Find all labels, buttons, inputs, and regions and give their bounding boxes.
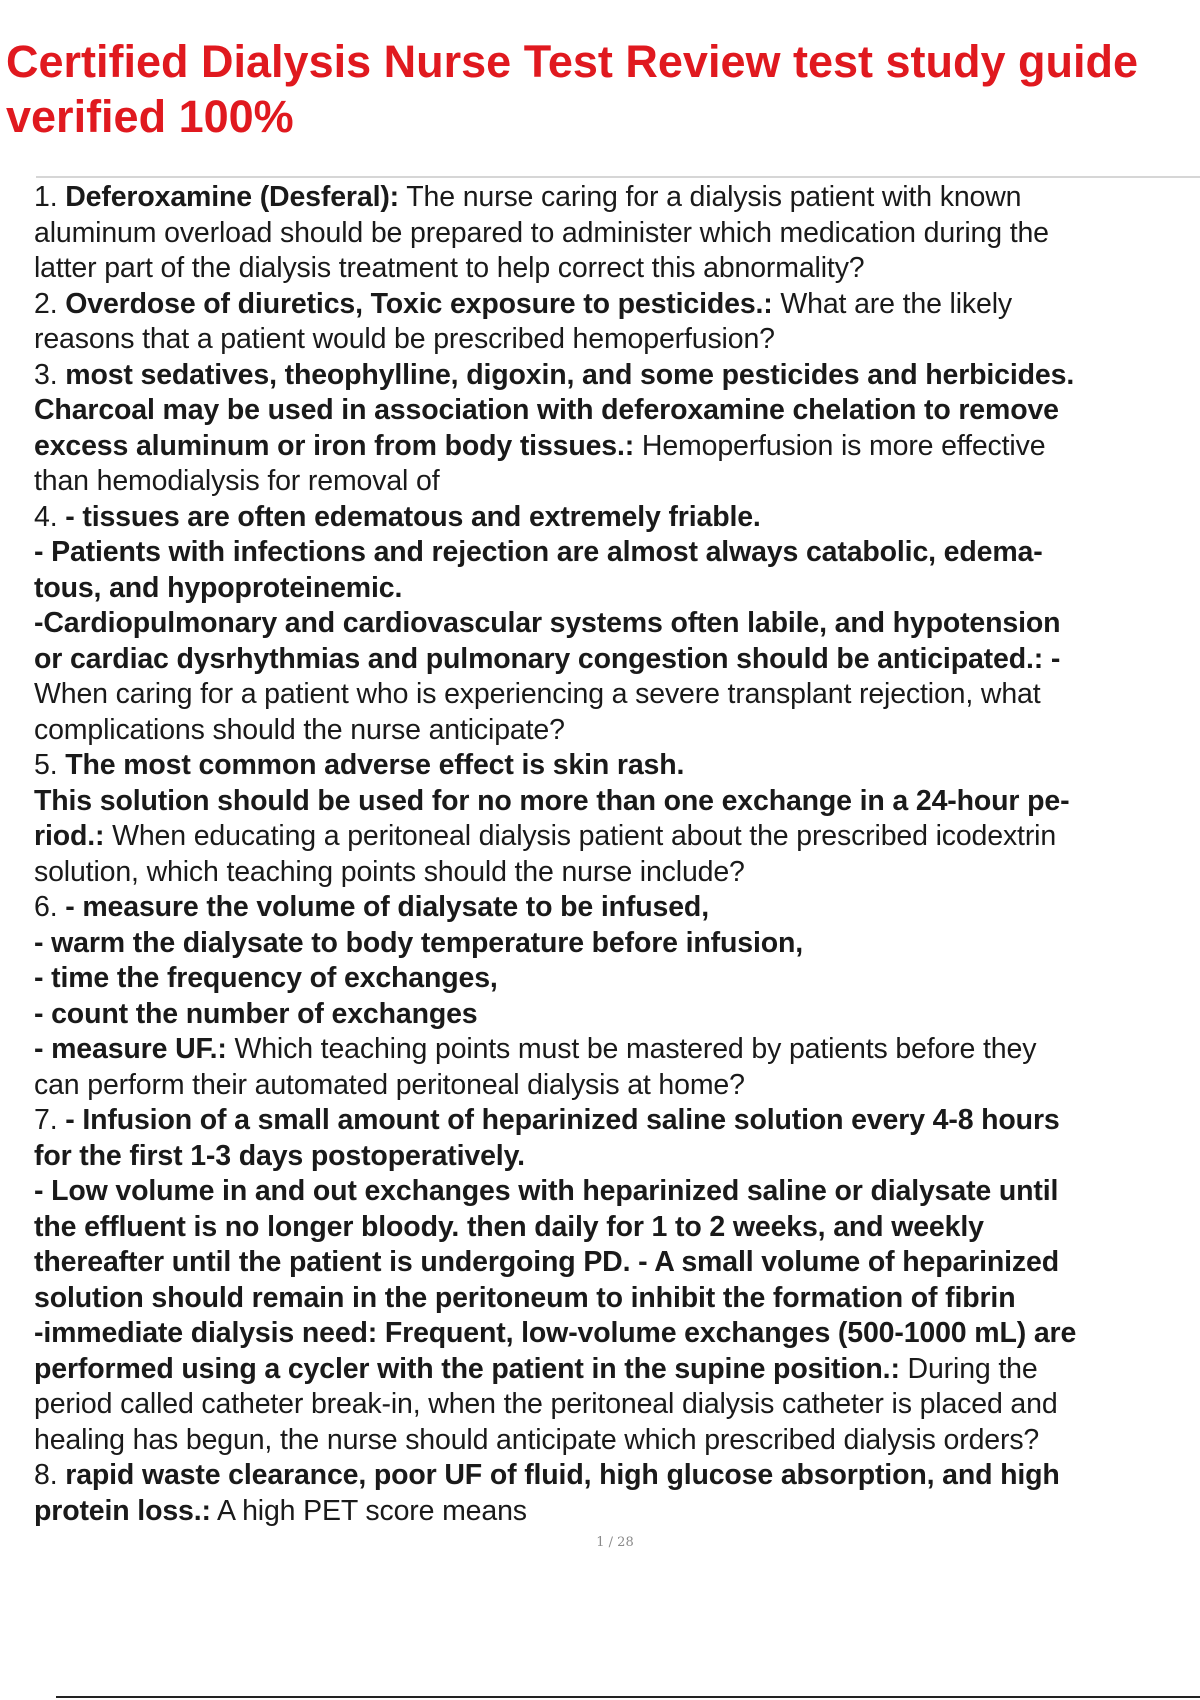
qa-item [34,748,1200,890]
answer-text: protein loss.: [34,1494,211,1527]
answer-text: Deferoxamine (Desferal): [65,181,400,213]
answer-text: thereafter until the patient is undergoing PD. - A small volume of heparinized [34,1246,1059,1278]
question-answer-list [34,180,1200,1529]
qa-line [34,642,1200,678]
answer-text: - time the frequency of exchanges, [34,962,498,994]
document-title [6,34,1200,144]
answer-text: - measure the volume of dialysate to be infused, [65,891,709,923]
answer-text: This solution should be used for no more than one exchange in a 24-hour pe- [34,784,1070,817]
question-text: A high PET score means [210,1494,527,1527]
answer-text: Overdose of diuretics, Toxic exposure to pesticides.: [65,287,773,320]
qa-line [34,1494,1200,1530]
qa-line [34,1316,1200,1352]
answer-text: - warm the dialysate to body temperature before infusion, [34,926,804,959]
footer-divider [56,1696,1200,1698]
qa-line [34,500,1200,536]
qa-line [34,535,1200,571]
question-text: 4. [34,500,66,533]
question-text: complications should the nurse anticipate? [34,713,565,746]
question-text: During the [899,1352,1038,1385]
question-text: What are the likely [772,287,1012,320]
qa-line [34,926,1200,962]
answer-text: most sedatives, theophylline, digoxin, and some pesticides and herbicides. [65,358,1075,391]
title-line-1: Certified Dialysis Nurse Test Review test study guide [6,36,1139,87]
qa-line [34,1139,1200,1175]
qa-item [34,287,1200,358]
answer-text: The most common adverse effect is skin rash. [65,749,685,781]
qa-line [34,1103,1200,1139]
qa-line [34,713,1200,749]
answer-text: performed using a cycler with the patient in the supine position.: [34,1352,900,1385]
qa-line [34,287,1200,323]
question-text: Hemoperfusion is more effective [634,429,1046,462]
qa-line [34,358,1200,394]
qa-line [34,855,1200,891]
question-text: When educating a peritoneal dialysis patient about the prescribed icodextrin [104,820,1057,852]
qa-line [34,1245,1200,1281]
question-text: healing has begun, the nurse should anticipate which prescribed dialysis orders? [34,1423,1040,1456]
qa-line [34,961,1200,997]
qa-line [34,819,1200,855]
answer-text: rapid waste clearance, poor UF of fluid, high glucose absorption, and high [65,1459,1060,1491]
answer-text: for the first 1-3 days postoperatively. [34,1139,525,1172]
qa-line [34,322,1200,358]
title-divider [36,176,1200,178]
qa-item [34,180,1200,287]
qa-line [34,606,1200,642]
question-text: period called catheter break-in, when the peritoneal dialysis catheter is placed and [34,1388,1058,1420]
answer-text: - count the number of exchanges [34,997,478,1030]
qa-line [34,180,1200,216]
question-text: 6. [34,891,66,923]
qa-item [34,1458,1200,1529]
qa-line [34,1210,1200,1246]
question-text: 8. [34,1459,66,1491]
question-text: 1. [34,181,66,213]
answer-text: - Low volume in and out exchanges with heparinized saline or dialysate until [34,1175,1059,1207]
answer-text: riod.: [34,820,105,852]
qa-item [34,358,1200,500]
question-text: aluminum overload should be prepared to administer which medication during the [34,216,1049,249]
title-line-2: verified 100% [6,91,294,142]
qa-line [34,1068,1200,1104]
answer-text: - measure UF.: [34,1033,227,1065]
answer-text: - Infusion of a small amount of heparinized saline solution every 4-8 hours [65,1104,1060,1136]
question-text: reasons that a patient would be prescribed hemoperfusion? [34,323,775,355]
question-text: Which teaching points must be mastered by patients before they [226,1033,1037,1065]
qa-line [34,1281,1200,1317]
qa-line [34,1174,1200,1210]
question-text: 7. [34,1104,66,1136]
qa-line [34,393,1200,429]
question-text: 3. [34,358,66,391]
qa-line [34,1032,1200,1068]
question-text: The nurse caring for a dialysis patient with known [399,181,1022,213]
page-number: 1 / 28 [596,1535,634,1550]
question-text: than hemodialysis for removal of [34,465,440,497]
qa-line [34,1423,1200,1459]
qa-line [34,997,1200,1033]
qa-line [34,1352,1200,1388]
question-text: latter part of the dialysis treatment to help correct this abnormality? [34,252,865,284]
qa-line [34,429,1200,465]
qa-item [34,890,1200,1103]
question-text: When caring for a patient who is experiencing a severe transplant rejection, what [34,678,1041,710]
answer-text: excess aluminum or iron from body tissues.: [34,429,635,462]
qa-line [34,1387,1200,1423]
answer-text: solution should remain in the peritoneum to inhibit the formation of fibrin [34,1281,1016,1314]
question-text: 2. [34,287,66,320]
answer-text: tous, and hypoproteinemic. [34,571,403,604]
answer-text: - Patients with infections and rejection are almost always catabolic, edema- [34,536,1043,568]
question-text: 5. [34,749,66,781]
question-text: solution, which teaching points should the nurse include? [34,855,745,888]
qa-line [34,677,1200,713]
answer-text: the effluent is no longer bloody. then daily for 1 to 2 weeks, and weekly [34,1210,984,1243]
qa-line [34,251,1200,287]
answer-text: Charcoal may be used in association with deferoxamine chelation to remove [34,394,1059,426]
qa-item [34,500,1200,749]
qa-item [34,1103,1200,1458]
answer-text: -Cardiopulmonary and cardiovascular systems often labile, and hypotension [34,607,1061,639]
answer-text: or cardiac dysrhythmias and pulmonary congestion should be anticipated.: - [34,642,1061,675]
qa-line [34,890,1200,926]
qa-line [34,216,1200,252]
answer-text: -immediate dialysis need: Frequent, low-volume exchanges (500-1000 mL) are [34,1317,1077,1349]
answer-text: - tissues are often edematous and extremely friable. [65,500,761,533]
qa-line [34,571,1200,607]
qa-line [34,784,1200,820]
qa-line [34,464,1200,500]
question-text: can perform their automated peritoneal dialysis at home? [34,1068,745,1101]
qa-line [34,748,1200,784]
qa-line [34,1458,1200,1494]
